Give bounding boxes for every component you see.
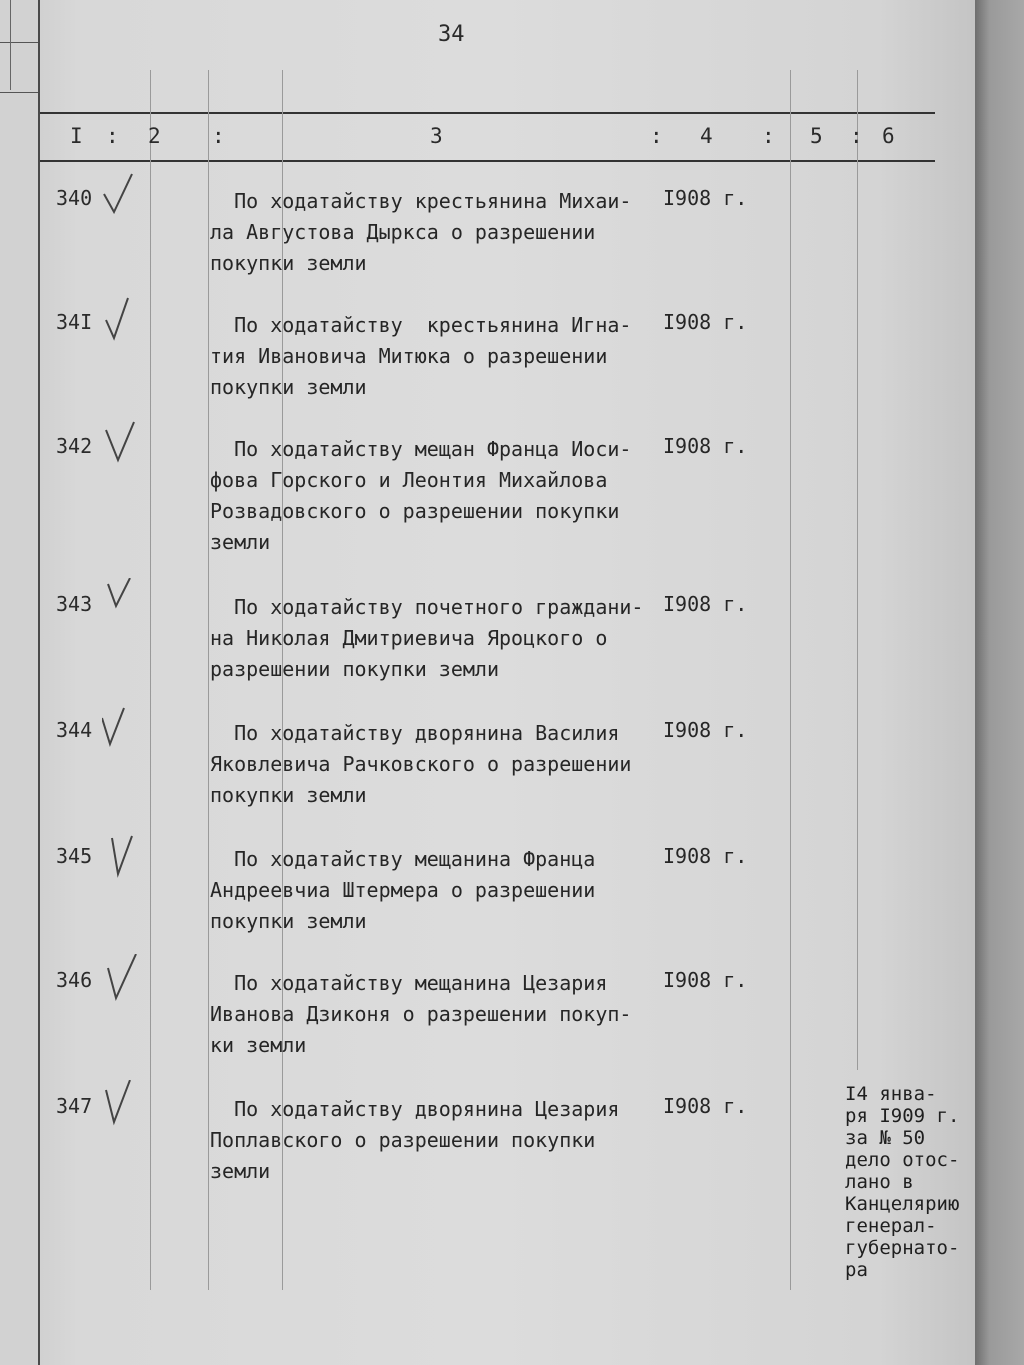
entry-number: 34I — [56, 310, 93, 334]
entry-line: на Николая Дмитриевича Яроцкого о — [210, 626, 608, 650]
note-line: губернато- — [845, 1237, 960, 1259]
page-edge-shadow — [975, 0, 1024, 1365]
entry-line: Яковлевича Рачковского о разрешении — [210, 752, 632, 776]
entry-number: 347 — [56, 1094, 93, 1118]
column-number-4: 4 — [700, 124, 713, 148]
column-number-3: 3 — [430, 124, 443, 148]
entry-line: покупки земли — [210, 251, 367, 275]
entry-line: По ходатайству мещанина Цезария — [210, 971, 608, 995]
entry-line: ки земли — [210, 1033, 307, 1057]
check-mark-icon — [102, 172, 138, 220]
note-line: I4 янва- — [845, 1083, 937, 1105]
page-number: 34 — [438, 22, 465, 47]
header-bottom-rule — [40, 160, 935, 162]
entry-year: I908 г. — [663, 968, 748, 992]
check-mark-icon — [102, 420, 138, 468]
note-line: дело отос- — [845, 1149, 960, 1171]
entry-year: I908 г. — [663, 310, 748, 334]
entry-year: I908 г. — [663, 186, 748, 210]
entry-line: ла Августова Дыркса о разрешении — [210, 220, 596, 244]
entry-description — [210, 434, 670, 558]
column-separator: : — [650, 124, 663, 148]
column-number-6: 6 — [882, 124, 895, 148]
entry-line: По ходатайству мещанина Франца — [210, 847, 596, 871]
column-number-1: I — [70, 124, 83, 148]
entry-number: 346 — [56, 968, 93, 992]
entry-line: Поплавского о разрешении покупки — [210, 1128, 596, 1152]
note-line: Канцелярию — [845, 1193, 960, 1215]
margin-tick — [0, 92, 38, 93]
note-line: ря I909 г. — [845, 1105, 960, 1127]
column-number-5: 5 — [810, 124, 823, 148]
column-divider — [208, 70, 209, 1290]
column-divider — [790, 70, 791, 1290]
entry-line: земли — [210, 530, 271, 554]
entry-line: Андреевчиа Штермера о разрешении — [210, 878, 596, 902]
entry-year: I908 г. — [663, 718, 748, 742]
entry-year: I908 г. — [663, 1094, 748, 1118]
margin-tick — [0, 42, 38, 43]
column-number-2: 2 — [148, 124, 161, 148]
entry-line: По ходатайству дворянина Цезария — [210, 1097, 620, 1121]
entry-year: I908 г. — [663, 844, 748, 868]
entry-number: 344 — [56, 718, 93, 742]
entry-line: земли — [210, 1159, 271, 1183]
entry-number: 342 — [56, 434, 93, 458]
header-top-rule — [40, 112, 935, 114]
entry-description — [210, 718, 670, 811]
column-separator: : — [106, 124, 119, 148]
check-mark-icon — [102, 1080, 138, 1128]
entry-line: тия Ивановича Митюка о разрешении — [210, 344, 608, 368]
entry-line: Розвадовского о разрешении покупки — [210, 499, 620, 523]
check-mark-icon — [102, 296, 138, 344]
entry-line: покупки земли — [210, 783, 367, 807]
note-line: ра — [845, 1259, 868, 1281]
binding-margin — [0, 0, 40, 1365]
entry-line: покупки земли — [210, 909, 367, 933]
column-separator: : — [850, 124, 863, 148]
entry-line: Иванова Дзиконя о разрешении покуп- — [210, 1002, 632, 1026]
check-mark-icon — [102, 578, 138, 626]
entry-number: 345 — [56, 844, 93, 868]
column-divider — [857, 70, 858, 1070]
entry-description — [210, 310, 670, 403]
column-divider — [150, 70, 151, 1290]
entry-description — [210, 968, 670, 1061]
entry-line: покупки земли — [210, 375, 367, 399]
entry-description — [210, 186, 670, 279]
entry-description — [210, 592, 670, 685]
note-line: лано в — [845, 1171, 914, 1193]
note-line: за № 50 — [845, 1127, 926, 1149]
entry-line: По ходатайству дворянина Василия — [210, 721, 620, 745]
entry-line: По ходатайству мещан Франца Иоси- — [210, 437, 632, 461]
entry-line: разрешении покупки земли — [210, 657, 499, 681]
entry-line: По ходатайству крестьянина Михаи- — [210, 189, 632, 213]
entry-number: 340 — [56, 186, 93, 210]
disposition-note — [845, 1083, 959, 1281]
check-mark-icon — [102, 830, 138, 878]
check-mark-icon — [102, 954, 138, 1002]
entry-line: По ходатайству почетного граждани- — [210, 595, 644, 619]
column-separator: : — [762, 124, 775, 148]
note-line: генерал- — [845, 1215, 937, 1237]
entry-year: I908 г. — [663, 592, 748, 616]
entry-number: 343 — [56, 592, 93, 616]
entry-line: фова Горского и Леонтия Михайлова — [210, 468, 608, 492]
entry-description — [210, 844, 670, 937]
entry-line: По ходатайству крестьянина Игна- — [210, 313, 632, 337]
check-mark-icon — [102, 704, 138, 752]
column-separator: : — [212, 124, 225, 148]
entry-description — [210, 1094, 670, 1187]
margin-rule — [10, 0, 11, 90]
entry-year: I908 г. — [663, 434, 748, 458]
